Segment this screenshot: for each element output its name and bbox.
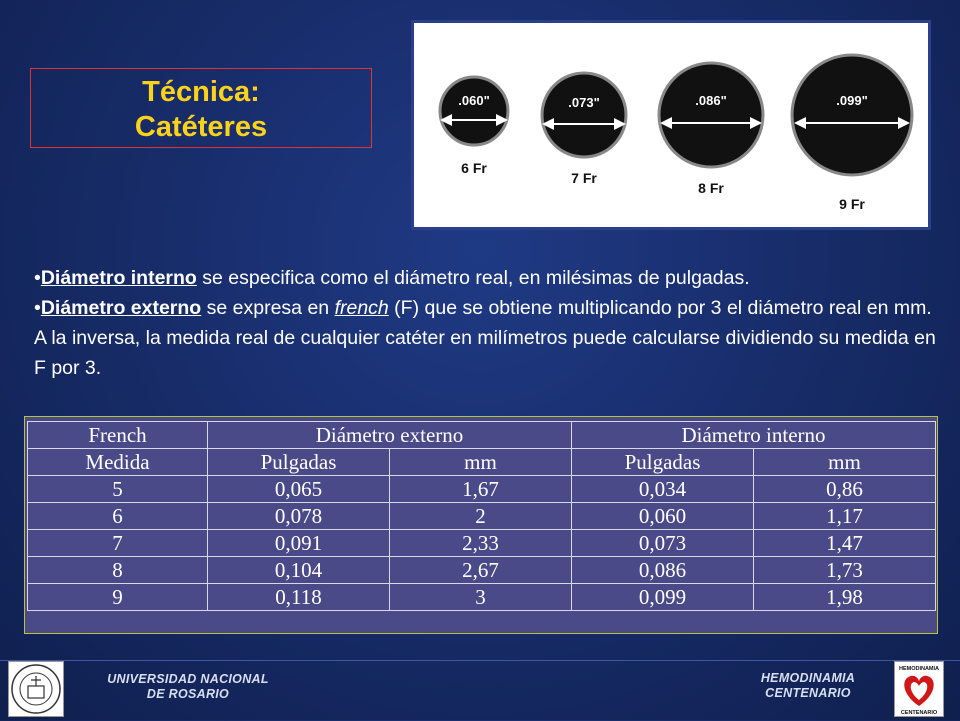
conversion-table-container xyxy=(24,416,938,634)
conversion-table xyxy=(27,421,936,611)
header-internal-diameter: Diámetro interno xyxy=(572,422,936,449)
table-cell: 0,078 xyxy=(208,503,390,530)
table-row xyxy=(28,503,936,530)
table-cell: 7 xyxy=(28,530,208,557)
table-cell: 1,67 xyxy=(390,476,572,503)
table-cell: 0,091 xyxy=(208,530,390,557)
paragraph-external-diameter: •Diámetro externo se expresa en french (F) que se obtiene multiplicando por 3 el diámetro real en mm. A la inversa, la medida real de cualquier catéter en milímetros puede calcularse dividiendo su medida en F por 3. xyxy=(34,297,936,379)
footer-hemodinamia-line-1: HEMODINAMIA xyxy=(760,671,856,685)
table-cell: 1,98 xyxy=(754,584,936,611)
table-header-row-2 xyxy=(28,449,936,476)
table-cell: 2 xyxy=(390,503,572,530)
catheter-circle-6fr xyxy=(440,77,508,176)
table-header-row-1 xyxy=(28,422,936,449)
paragraph-internal-diameter: •Diámetro interno se especifica como el diámetro real, en milésimas de pulgadas. xyxy=(34,267,750,289)
table-cell: 1,17 xyxy=(754,503,936,530)
university-seal-logo xyxy=(8,661,64,717)
table-cell: 0,86 xyxy=(754,476,936,503)
catheter-value-7fr: .073" xyxy=(568,95,600,110)
term-internal-diameter: Diámetro interno xyxy=(40,267,197,289)
paragraph-2-part-a: se expresa en xyxy=(201,297,335,319)
catheter-label-7fr: 7 Fr xyxy=(571,170,597,186)
table-cell: 1,73 xyxy=(754,557,936,584)
catheter-value-8fr: .086" xyxy=(695,93,727,108)
catheter-value-6fr: .060" xyxy=(458,93,490,108)
body-text xyxy=(34,263,944,383)
header-external-diameter: Diámetro externo xyxy=(208,422,572,449)
header-ext-mm: mm xyxy=(390,449,572,476)
table-cell: 5 xyxy=(28,476,208,503)
table-cell: 2,67 xyxy=(390,557,572,584)
table-cell: 0,086 xyxy=(572,557,754,584)
table-cell: 9 xyxy=(28,584,208,611)
table-cell: 1,47 xyxy=(754,530,936,557)
footer-university-line-2: DE ROSARIO xyxy=(146,687,230,701)
table-cell: 0,065 xyxy=(208,476,390,503)
paragraph-2-part-b: (F) que se obtiene multiplicando por 3 el diámetro real en mm. A la inversa, la medida real de cualquier catéter en milímetros puede calcularse dividiendo su medida en F por 3. xyxy=(34,297,936,379)
catheter-value-9fr: .099" xyxy=(836,93,868,108)
footer-hemodinamia-line-2: CENTENARIO xyxy=(765,686,851,700)
table-cell: 2,33 xyxy=(390,530,572,557)
table-cell: 8 xyxy=(28,557,208,584)
catheter-circle-7fr xyxy=(542,73,626,186)
logo-top-text: HEMODINAMIA xyxy=(898,666,940,672)
table-row xyxy=(28,476,936,503)
table-cell: 0,060 xyxy=(572,503,754,530)
slide-title xyxy=(30,68,372,148)
catheter-size-figure xyxy=(411,20,931,230)
footer-university xyxy=(88,672,288,702)
table-cell: 0,034 xyxy=(572,476,754,503)
header-measure: Medida xyxy=(28,449,208,476)
table-cell: 0,099 xyxy=(572,584,754,611)
footer xyxy=(0,660,960,721)
paragraph-1-rest: se especifica como el diámetro real, en milésimas de pulgadas. xyxy=(196,267,750,289)
footer-hemodinamia xyxy=(738,671,878,701)
table-cell: 6 xyxy=(28,503,208,530)
title-line-2: Catéteres xyxy=(134,111,268,143)
catheter-circle-8fr xyxy=(659,63,763,196)
header-french: French xyxy=(28,422,208,449)
header-ext-inches: Pulgadas xyxy=(208,449,390,476)
header-int-inches: Pulgadas xyxy=(572,449,754,476)
table-cell: 0,073 xyxy=(572,530,754,557)
table-cell: 3 xyxy=(390,584,572,611)
term-external-diameter: Diámetro externo xyxy=(40,297,202,319)
catheter-label-8fr: 8 Fr xyxy=(698,180,724,196)
table-row xyxy=(28,584,936,611)
hemodinamia-heart-logo xyxy=(894,661,944,717)
catheter-circle-9fr xyxy=(792,55,912,212)
table-cell: 0,118 xyxy=(208,584,390,611)
table-cell: 0,104 xyxy=(208,557,390,584)
term-french: french xyxy=(334,297,389,319)
catheter-label-6fr: 6 Fr xyxy=(461,160,487,176)
logo-bottom-text: CENTENARIO xyxy=(900,710,938,716)
table-row xyxy=(28,530,936,557)
header-int-mm: mm xyxy=(754,449,936,476)
table-row xyxy=(28,557,936,584)
footer-university-line-1: UNIVERSIDAD NACIONAL xyxy=(107,672,269,686)
catheter-label-9fr: 9 Fr xyxy=(839,196,865,212)
title-line-1: Técnica: xyxy=(142,76,260,108)
